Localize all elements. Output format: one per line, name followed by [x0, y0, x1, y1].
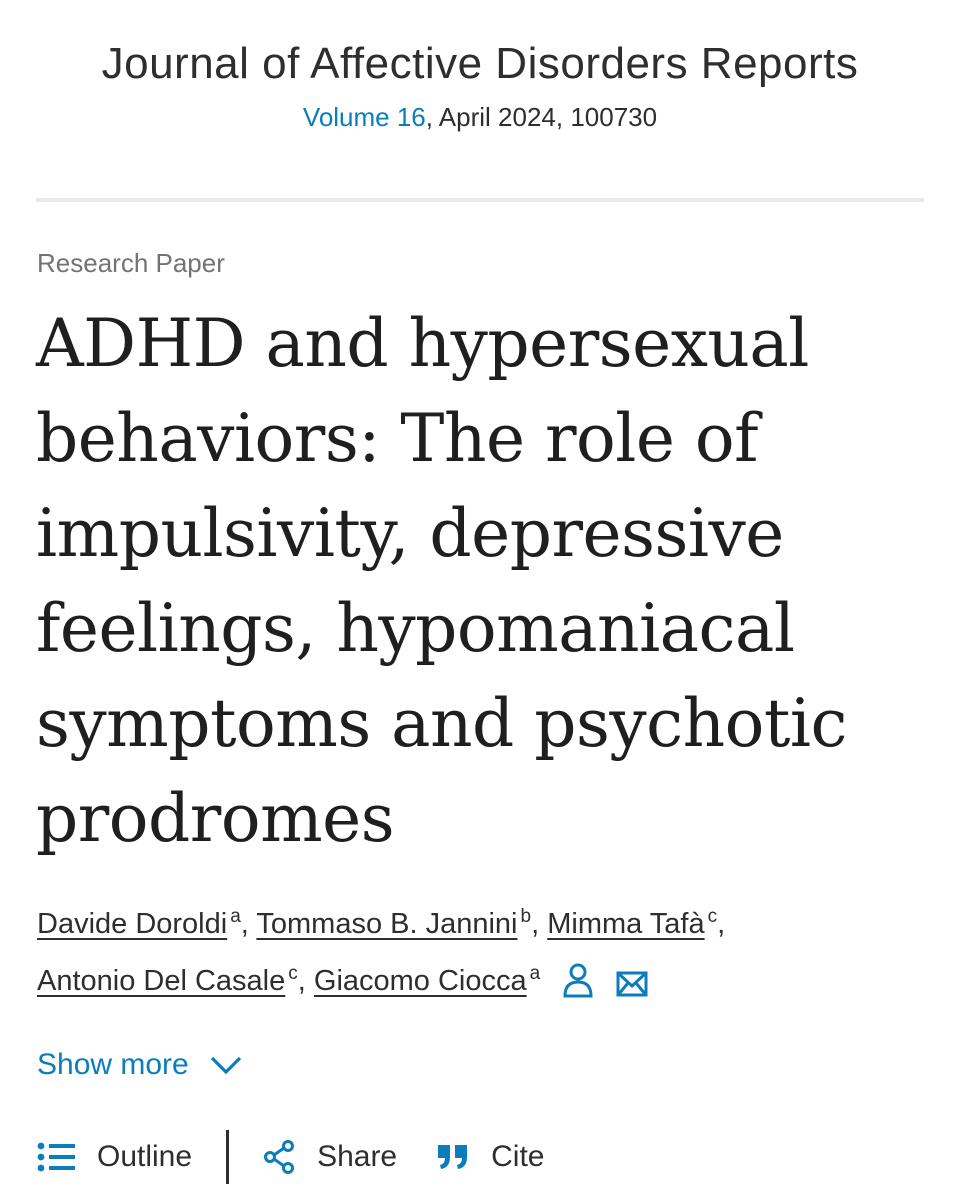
author-link[interactable]: Giacomo Ciocca [313, 965, 527, 997]
article-toolbar [37, 1130, 544, 1184]
affiliation-marker[interactable]: c [707, 906, 718, 928]
author-separator: , [240, 908, 249, 940]
show-more-button[interactable] [37, 1048, 243, 1082]
journal-header [0, 38, 960, 133]
person-icon[interactable] [562, 961, 594, 1018]
affiliation-marker[interactable]: a [529, 963, 541, 985]
affiliation-marker[interactable]: a [230, 906, 241, 928]
affiliation-marker[interactable]: c [288, 963, 298, 985]
author-separator: , [297, 965, 306, 997]
share-button[interactable] [263, 1140, 397, 1174]
list-icon [37, 1142, 75, 1172]
journal-issue-meta [0, 102, 960, 133]
outline-button[interactable] [37, 1140, 192, 1174]
quote-icon [437, 1144, 469, 1170]
toolbar-divider [226, 1130, 229, 1184]
volume-link[interactable]: Volume 16 [302, 102, 426, 132]
affiliation-marker[interactable]: b [520, 906, 532, 928]
article-type: Research Paper [37, 248, 225, 278]
author-link[interactable]: Tommaso B. Jannini [256, 908, 518, 940]
outline-label: Outline [97, 1140, 193, 1173]
show-more-label: Show more [37, 1048, 189, 1081]
author-separator: , [531, 908, 540, 940]
share-label: Share [317, 1140, 398, 1173]
author-line-1 [37, 896, 917, 953]
author-link[interactable]: Antonio Del Casale [37, 965, 286, 997]
journal-title[interactable]: Journal of Affective Disorders Reports [101, 39, 859, 88]
envelope-icon[interactable] [616, 961, 648, 1018]
issue-info: , April 2024, 100730 [425, 102, 658, 132]
share-icon [263, 1140, 295, 1174]
author-line-2 [37, 953, 917, 1018]
cite-button[interactable] [437, 1140, 544, 1174]
cite-label: Cite [491, 1140, 545, 1173]
author-link[interactable]: Davide Doroldi [37, 908, 228, 940]
author-list [37, 896, 917, 1018]
article-title: ADHD and hypersexual behaviors: The role of impulsivity, depressive feelings, hypomaniacal symptoms and psychotic prodromes [36, 305, 847, 857]
header-divider [36, 198, 924, 202]
author-link[interactable]: Mimma Tafà [547, 908, 705, 940]
chevron-down-icon [209, 1055, 243, 1075]
author-separator: , [717, 908, 726, 940]
